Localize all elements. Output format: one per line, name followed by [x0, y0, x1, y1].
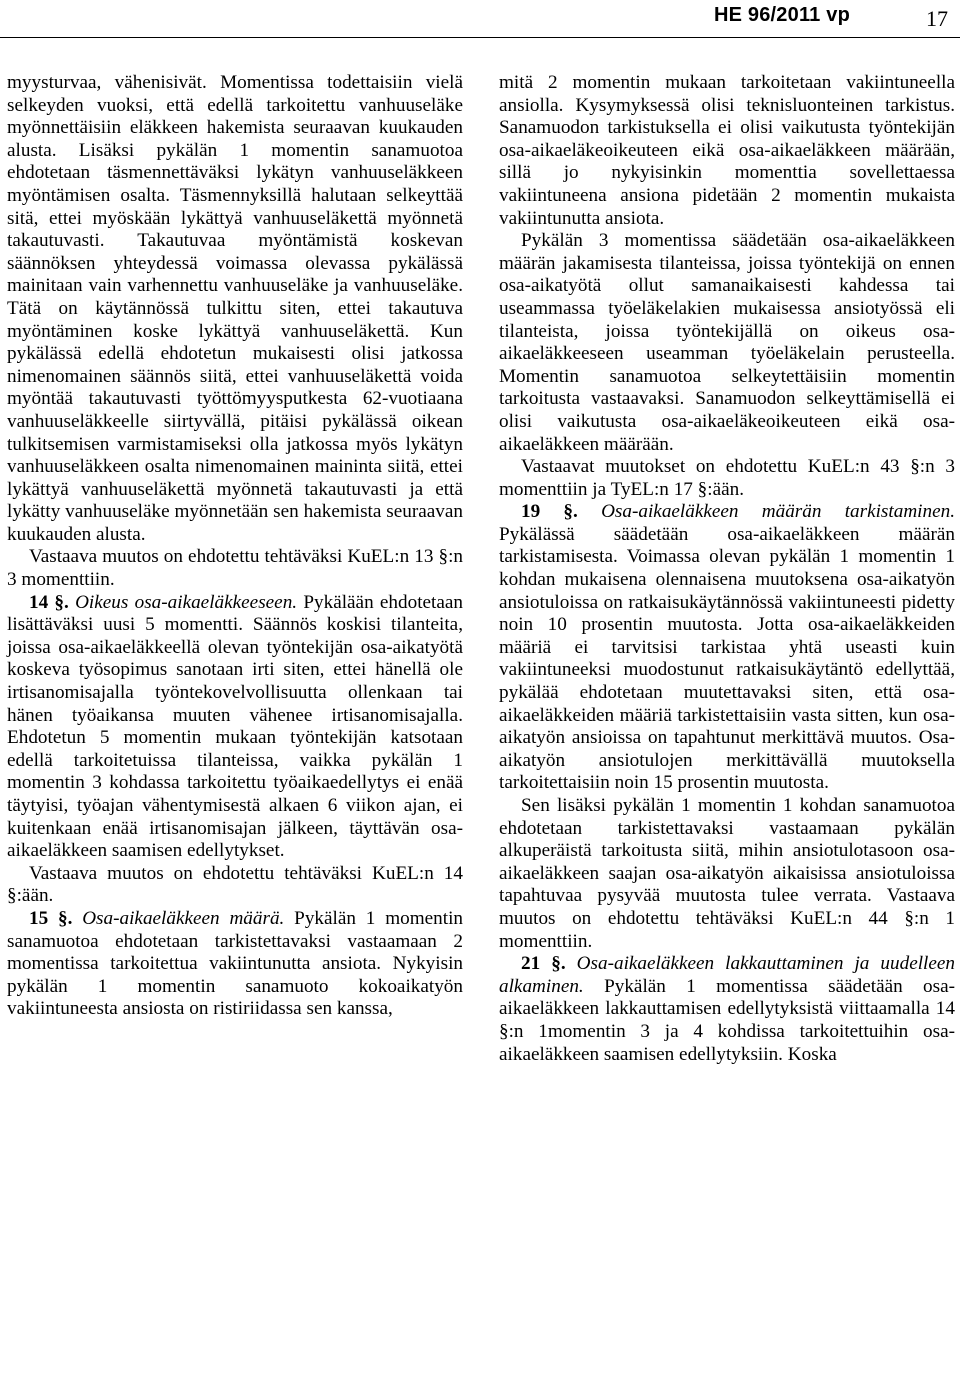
section-title: Osa-aikaeläkkeen määrä.	[82, 907, 285, 929]
section-number: 14 §.	[29, 591, 69, 613]
page-header	[0, 0, 960, 40]
section-15	[7, 908, 463, 1021]
right-column	[499, 72, 955, 1066]
paragraph: Pykälän 3 momentissa säädetään osa-aikaeläkkeen määrän jakamisesta tilanteissa, joissa työntekijä on ennen osa-aikatyötä ollut samanaikaisesti kahdessa tai useammassa työeläkelakien mukaisessa ansiotyössä eli tilanteista, joissa työntekijällä on oikeus osa-aikaeläkkeeseen useamman työeläkelain perusteella. Momentin sanamuotoa selkeytettäisiin momentin tarkoitusta vastaavaksi. Sanamuodon selkeyttämisellä ei olisi vaikutusta osa-aikaeläkeoikeuteen eikä osa-aikaeläkkeen määrään.	[499, 230, 955, 455]
paragraph: Sen lisäksi pykälän 1 momentin 1 kohdan sanamuotoa ehdotetaan tarkistettavaksi vastaamaan pykälän alkuperäistä tarkoitusta siitä, mihin ansiotulotasoon osa-aikaeläkkeen saajan osa-aikatyön aikaisissa ansiotuloissa tapahtuvaa pysyvää muutosta tulee verrata. Vastaava muutos on ehdotettu tehtäväksi KuEL:n 44 §:n 1 momenttiin.	[499, 795, 955, 952]
section-number: 21 §.	[521, 953, 566, 975]
section-14	[7, 592, 463, 863]
section-21	[499, 953, 955, 1066]
left-column	[7, 72, 463, 1021]
section-title: Oikeus osa-aikaeläkkeeseen.	[75, 591, 298, 613]
section-19	[499, 501, 955, 795]
section-text: Pykälän 1 momentin sanamuotoa ehdotetaan tarkistettavaksi vastaamaan 2 momentissa tarkoitettua vakiintunutta ansiota. Nykyisin pykälän 1 momentin sanamuoto kokoaikatyön vakiintuneesta ansiosta on ristiriidassa sen kanssa,	[7, 907, 464, 1020]
header-rule	[0, 37, 960, 38]
section-title: Osa-aikaeläkkeen lakkauttaminen ja uudelleen alkaminen.	[499, 953, 956, 997]
section-number: 15 §.	[29, 907, 73, 929]
paragraph: mitä 2 momentin mukaan tarkoitetaan vakiintuneella ansiolla. Kysymyksessä olisi teknisluonteinen tarkistus. Sanamuodon tarkistuksella ei olisi vaikutusta työntekijän osa-aikaeläkeoikeuteen eikä osa-aikaeläkkeen määrään, sillä jo nykyisinkin momenttia sovellettaessa vakiintuneena ansiona pidetään 2 momentin mukaista vakiintunutta ansiota.	[499, 72, 955, 229]
section-number: 19 §.	[521, 501, 578, 523]
section-text: Pykälään ehdotetaan lisättäväksi uusi 5 momentti. Säännös koskisi tilanteita, joissa osa-aikaeläkkeellä olevan työntekijän osa-aikatyötä koskeva työsopimus sanotaan irti siten, ettei hänellä ole irtisanomisajalla työntekovelvollisuutta ollenkaan tai hänen työaikansa muuten vähenee irtisanomisajalla. Ehdotetun 5 momentin mukaan työntekijän katsotaan edellä tarkoitetuissa tilanteissa, vaikka pykälän 1 momentin 3 kohdassa tarkoitettu työaikaedellytys ei enää täytyisi, työajan vähentymisestä alkaen 6 viikon ajan, ei kuitenkaan enää irtisanomisajan jälkeen, täyttävän osa-aikaeläkkeen saamisen edellytykset.	[7, 591, 464, 862]
section-title: Osa-aikaeläkkeen määrän tarkistaminen.	[601, 501, 956, 523]
paragraph: myysturvaa, vähenisivät. Momentissa todettaisiin vielä selkeyden vuoksi, että edellä tarkoitettu vanhuuseläke myönnettäisiin eläkkeen hakemista seuraavan kuukauden alusta. Lisäksi pykälän 1 momentin sanamuotoa ehdotetaan täsmennettäväksi lykätyn vanhuuseläkkeen myöntämisen osalta. Täsmennyksillä halutaan selkeyttää sitä, ettei myöskään lykättyä vanhuuseläkettä myönnetä takautuvasti. Takautuvaa myöntämistä koskevan säännöksen yhteydessä voimassa olevassa pykälässä mainitaan vain varhennettu vanhuuseläke ja vanhuuseläke. Tätä on käytännössä tulkittu siten, ettei takautuva myöntäminen koske lykättyä vanhuuseläkettä. Kun pykälässä edellä ehdotetun mukaisesti olisi jatkossa nimenomainen säännös siitä, ettei vanhuuseläkettä voida myöntää takautuvasti työttömyysputkesta 62-vuotiaana vanhuuseläkkeelle siirtyvällä, pitäisi pykälässä oikean tulkitsemisen varmistamiseksi olla jatkossa myös lykätyn vanhuuseläkkeen osalta nimenomainen maininta siitä, ettei lykättyä vanhuuseläkettä myönnetä takautuvasti ja että lykätty vanhuuseläke myönnetään sen hakemista seuraavan kuukauden alusta.	[7, 72, 463, 545]
paragraph: Vastaavat muutokset on ehdotettu KuEL:n 43 §:n 3 momenttiin ja TyEL:n 17 §:ään.	[499, 456, 955, 500]
paragraph: Vastaava muutos on ehdotettu tehtäväksi KuEL:n 14 §:ään.	[7, 862, 463, 907]
section-text: Pykälässä säädetään osa-aikaeläkkeen määrän tarkistamisesta. Voimassa olevan pykälän 1 momentin 1 kohdan mukaisena olennaisena muutoksena osa-aikatyön ansiotuloissa on ratkaisukäytännössä vakiintuneesti pidetty noin 10 prosentin muutosta. Jotta osa-aikaeläkkeiden määriä ei tarvitsisi tarkistaa yhtä useasti kuin vakiintuneeksi muodostunut ratkaisukäytäntö edellyttää, pykälää ehdotetaan muutettavaksi siten, että osa-aikaeläkkeiden määriä tarkistettaisiin vasta sitten, kun osa-aikatyön ansioissa on tapahtunut merkittävä muutos. Osa-aikatyön ansiotulojen merkittävällä muutoksella tarkoitettaisiin noin 15 prosentin muutosta.	[499, 523, 955, 794]
document-id: HE 96/2011 vp	[713, 4, 850, 26]
section-text: Pykälän 1 momentissa säädetään osa-aikaeläkkeen lakkauttamisen edellytyksistä viittaamalla 14 §:n 1momentin 3 ja 4 kohdissa tarkoitettuihin osa-aikaeläkkeen saamisen edellytyksiin. Koska	[499, 975, 955, 1065]
paragraph: Vastaava muutos on ehdotettu tehtäväksi KuEL:n 13 §:n 3 momenttiin.	[7, 546, 463, 591]
page-number: 17	[926, 6, 948, 31]
